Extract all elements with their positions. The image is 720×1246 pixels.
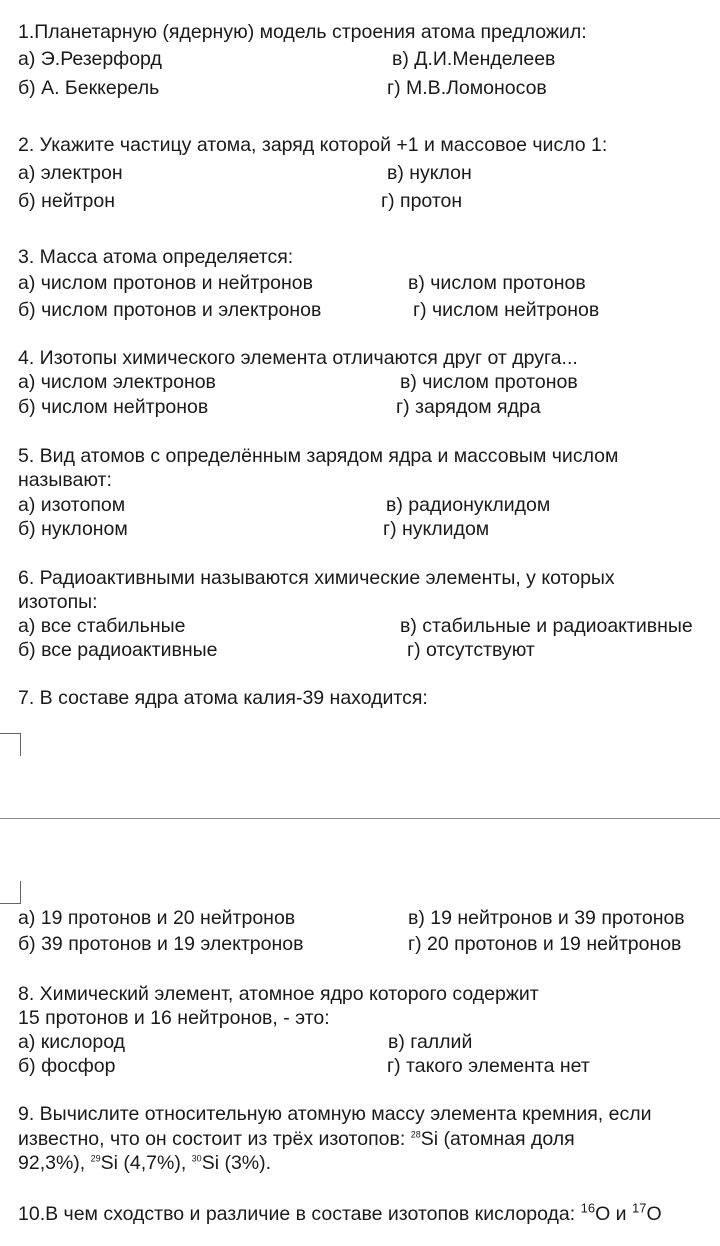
q8-option-a: а) кислород: [18, 1031, 126, 1053]
q10-title: [18, 1202, 662, 1226]
q6-option-v: в) стабильные и радиоактивные: [400, 615, 693, 637]
q9-isotope-29-text: Si (4,7%),: [100, 1152, 192, 1174]
q7-option-b: б) 39 протонов и 19 электронов: [18, 933, 304, 955]
q7-option-g: г) 20 протонов и 19 нейтронов: [408, 933, 682, 955]
q7-option-v: в) 19 нейтронов и 39 протонов: [408, 907, 685, 929]
q6-option-g: г) отсутствуют: [407, 639, 535, 661]
q3-option-g: г) числом нейтронов: [413, 299, 600, 321]
q2-option-v: в) нуклон: [387, 162, 472, 184]
page-crop-mark-top: [0, 733, 21, 756]
q6-option-a: а) все стабильные: [18, 615, 186, 637]
q4-option-v: в) числом протонов: [400, 371, 578, 393]
q8-option-g: г) такого элемента нет: [387, 1055, 590, 1077]
q8-title-line1: 8. Химический элемент, атомное ядро которого содержит: [18, 983, 539, 1005]
q9-isotope-30-text: Si (3%).: [201, 1152, 272, 1174]
q8-title-line2: 15 протонов и 16 нейтронов, - это:: [18, 1007, 330, 1029]
q6-option-b: б) все радиоактивные: [18, 639, 218, 661]
q6-title-line1: 6. Радиоактивными называются химические элементы, у которых: [18, 567, 615, 589]
q3-title: 3. Масса атома определяется:: [18, 246, 294, 268]
q10-isotope-17-mass: 17: [632, 1200, 647, 1216]
q4-title: 4. Изотопы химического элемента отличаются друг от друга...: [18, 347, 578, 369]
q10-isotope-17-symbol: О: [646, 1203, 662, 1225]
q5-option-g: г) нуклидом: [383, 518, 490, 540]
page-crop-mark-bottom: [0, 881, 21, 904]
q8-option-v: в) галлий: [388, 1031, 473, 1053]
q9-isotope-30-mass: 30: [191, 1153, 202, 1164]
q2-option-g: г) протон: [381, 190, 463, 212]
q9-line2-text: известно, что он состоит из трёх изотопов:: [18, 1128, 411, 1150]
q5-title-line2: называют:: [18, 469, 112, 491]
q4-option-b: б) числом нейтронов: [18, 396, 209, 418]
q9-line3-start: 92,3%),: [18, 1152, 91, 1174]
q5-option-a: а) изотопом: [18, 494, 126, 516]
q9-title-line3: [18, 1151, 271, 1175]
q2-title: 2. Укажите частицу атома, заряд которой +1 и массовое число 1:: [18, 134, 608, 156]
q5-title-line1: 5. Вид атомов с определённым зарядом ядра и массовым числом: [18, 445, 619, 467]
q7-option-a: а) 19 протонов и 20 нейтронов: [18, 907, 296, 929]
q5-option-b: б) нуклоном: [18, 518, 128, 540]
q8-option-b: б) фосфор: [18, 1055, 116, 1077]
q1-option-a: а) Э.Резерфорд: [18, 48, 162, 70]
q10-isotope-16-mass: 16: [580, 1200, 596, 1216]
q1-option-v: в) Д.И.Менделеев: [392, 48, 556, 70]
q10-text: 10.В чем сходство и различие в составе изотопов кислорода:: [18, 1203, 581, 1225]
q1-option-g: г) М.В.Ломоносов: [387, 77, 547, 99]
q9-title-line1: 9. Вычислите относительную атомную массу элемента кремния, если: [18, 1103, 652, 1125]
q9-isotope-29-mass: 29: [90, 1153, 101, 1164]
q5-option-v: в) радионуклидом: [386, 494, 551, 516]
q2-option-a: а) электрон: [18, 162, 123, 184]
q2-option-b: б) нейтрон: [18, 190, 115, 212]
q7-title: 7. В составе ядра атома калия-39 находится:: [18, 687, 428, 709]
q3-option-a: а) числом протонов и нейтронов: [18, 272, 314, 294]
q6-title-line2: изотопы:: [18, 591, 98, 613]
page-break-line: [0, 818, 720, 819]
q4-option-g: г) зарядом ядра: [396, 396, 541, 418]
q3-option-b: б) числом протонов и электронов: [18, 299, 322, 321]
q10-isotope-16-symbol: О и: [595, 1203, 632, 1225]
q1-title: 1.Планетарную (ядерную) модель строения атома предложил:: [18, 21, 587, 43]
q4-option-a: а) числом электронов: [18, 371, 216, 393]
q9-isotope-28-text: Si (атомная доля: [420, 1128, 575, 1150]
q9-title-line2: [18, 1127, 575, 1151]
q3-option-v: в) числом протонов: [408, 272, 586, 294]
q9-isotope-28-mass: 28: [410, 1129, 421, 1140]
q1-option-b: б) А. Беккерель: [18, 77, 160, 99]
